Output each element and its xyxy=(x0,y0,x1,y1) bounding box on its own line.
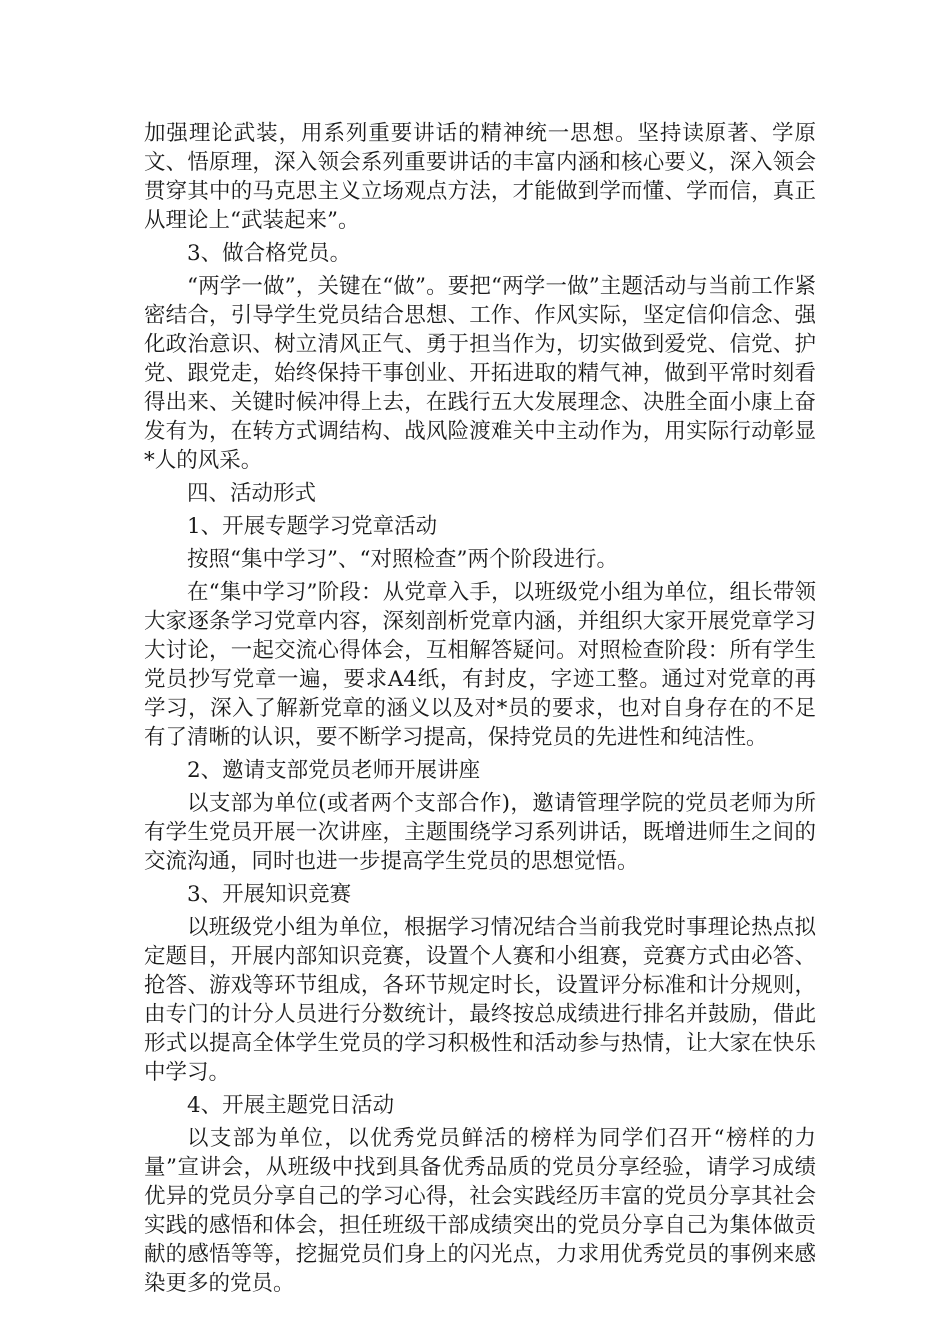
heading-knowledge-contest: 3、开展知识竞赛 xyxy=(187,882,352,907)
heading-party-constitution-study: 1、开展专题学习党章活动 xyxy=(187,514,438,539)
section-heading-activity-forms: 四、活动形式 xyxy=(187,481,317,506)
paragraph-intro: 加强理论武装，用系列重要讲话的精神统一思想。坚持读原著、学原文、悟原理，深入领会系列重要讲话的丰富内涵和核心要义，深入领会贯穿其中的马克思主义立场观点方法，才能做到学而懂、学而信，真正从理论上“武装起来”。 xyxy=(144,121,816,233)
heading-invite-teacher-lecture: 2、邀请支部党员老师开展讲座 xyxy=(187,758,481,783)
paragraph-centralized-study: 在“集中学习”阶段：从党章入手，以班级党小组为单位，组长带领大家逐条学习党章内容，深刻剖析党章内涵，并组织大家开展党章学习大讨论，一起交流心得体会，互相解答疑问。对照检查阶段：所有学生党员抄写党章一遍，要求A4纸，有封皮，字迹工整。通过对党章的再学习，深入了解新党章的涵义以及对*员的要求，也对自身存在的不足有了清晰的认识，要不断学习提高，保持党员的先进性和纯洁性。 xyxy=(144,580,816,750)
paragraph-party-day-activity: 以支部为单位，以优秀党员鲜活的榜样为同学们召开“榜样的力量”宣讲会，从班级中找到具备优秀品质的党员分享经验，请学习成绩优异的党员分享自己的学习心得，社会实践经历丰富的党员分享其社会实践的感悟和体会，担任班级干部成绩突出的党员分享自己为集体做贡献的感悟等等，挖掘党员们身上的闪光点，力求用优秀党员的事例来感染更多的党员。 xyxy=(144,1126,816,1296)
paragraph-key-is-doing: “两学一做”，关键在“做”。要把“两学一做”主题活动与当前工作紧密结合，引导学生党员结合思想、工作、作风实际，坚定信仰信念、强化政治意识、树立清风正气、勇于担当作为，切实做到爱党、信党、护党、跟党走，始终保持干事创业、开拓进取的精气神，做到平常时刻看得出来、关键时候冲得上去，在践行五大发展理念、决胜全面小康上奋发有为，在转方式调结构、战风险渡难关中主动作为，用实际行动彰显*人的风采。 xyxy=(144,274,816,473)
paragraph-lecture: 以支部为单位(或者两个支部合作)，邀请管理学院的党员老师为所有学生党员开展一次讲座，主题围绕学习系列讲话，既增进师生之间的交流沟通，同时也进一步提高学生党员的思想觉悟。 xyxy=(144,791,816,874)
paragraph-knowledge-contest: 以班级党小组为单位，根据学习情况结合当前我党时事理论热点拟定题目，开展内部知识竞赛，设置个人赛和小组赛，竞赛方式由必答、抢答、游戏等环节组成，各环节规定时长，设置评分标准和计分规则，由专门的计分人员进行分数统计，最终按总成绩进行排名并鼓励，借此形式以提高全体学生党员的学习积极性和活动参与热情，让大家在快乐中学习。 xyxy=(144,915,816,1085)
heading-party-day-activity: 4、开展主题党日活动 xyxy=(187,1093,395,1118)
paragraph-two-stages: 按照“集中学习”、“对照检查”两个阶段进行。 xyxy=(187,547,618,572)
heading-be-qualified-member: 3、做合格党员。 xyxy=(187,241,352,266)
document-body xyxy=(144,119,816,1302)
